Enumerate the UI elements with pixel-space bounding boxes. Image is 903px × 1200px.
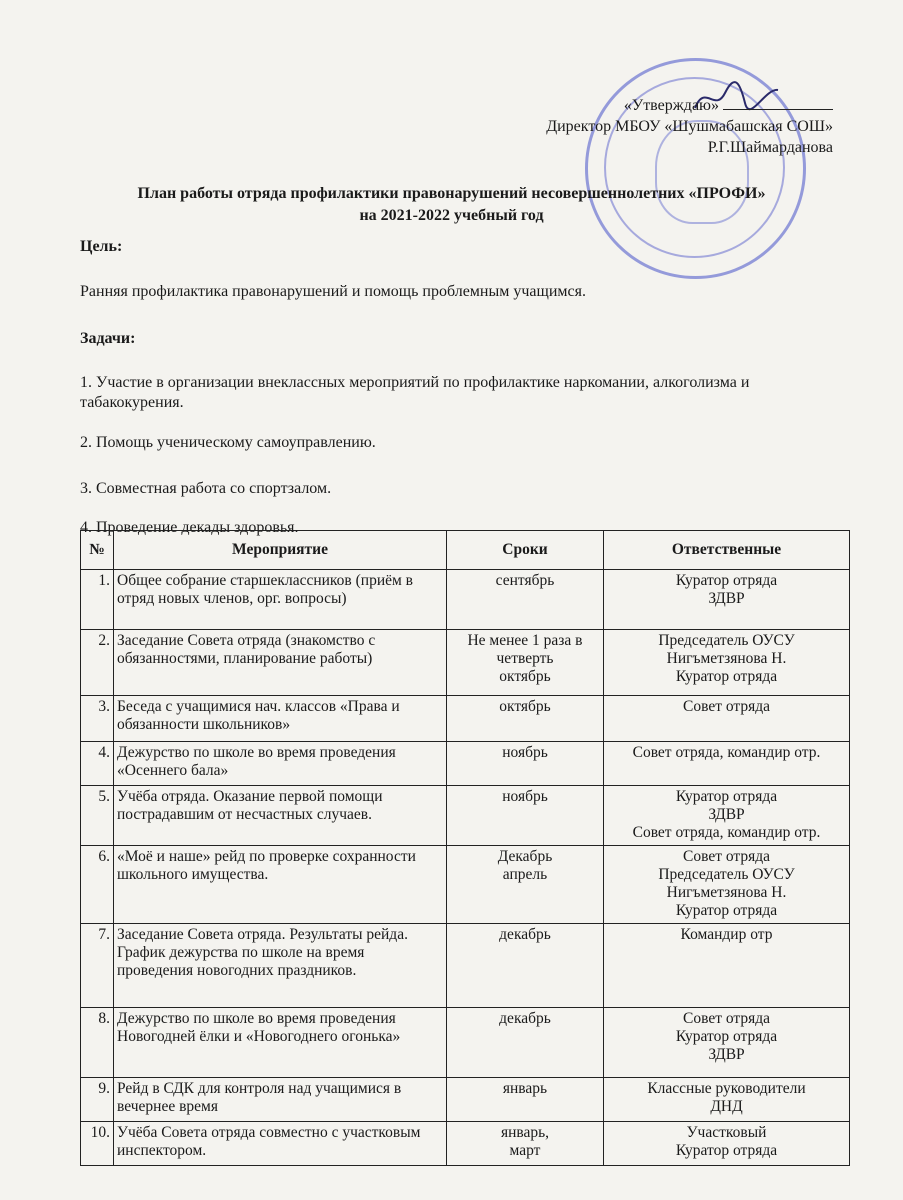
task-item: 1. Участие в организации внеклассных мероприятий по профилактике наркомании, алкоголизма и табакокурения. [80, 374, 750, 411]
approval-director: Директор МБОУ «Шушмабашская СОШ» [546, 118, 833, 135]
row-event: Общее собрание старшеклассников (приём в отряд новых членов, орг. вопросы) [114, 570, 447, 630]
row-event: Дежурство по школе во время проведения «Осеннего бала» [114, 742, 447, 786]
row-number: 2. [81, 630, 114, 696]
row-responsible [604, 924, 850, 1008]
table-row [81, 1008, 850, 1078]
responsible-line: ЗДВР [708, 590, 745, 607]
plan-table [80, 530, 850, 1166]
responsible-line: Куратор отряда [675, 902, 778, 919]
title-line-1: План работы отряда профилактики правонарушений несовершеннолетних «ПРОФИ» [137, 185, 766, 202]
row-number: 9. [81, 1078, 114, 1122]
term-line: январь [502, 1080, 548, 1097]
responsible-line: ДНД [710, 1098, 743, 1115]
term-line: октябрь [499, 698, 551, 715]
row-event: Дежурство по школе во время проведения Новогодней ёлки и «Новогоднего огонька» [114, 1008, 447, 1078]
header-responsible: Ответственные [604, 531, 850, 570]
responsible-line: Куратор отряда [675, 788, 778, 805]
row-event: Рейд в СДК для контроля над учащимися в вечернее время [114, 1078, 447, 1122]
row-number: 6. [81, 846, 114, 924]
row-responsible [604, 570, 850, 630]
row-responsible [604, 786, 850, 846]
table-row [81, 696, 850, 742]
row-number: 1. [81, 570, 114, 630]
responsible-line: Совет отряда [683, 1010, 770, 1027]
row-term [447, 696, 604, 742]
header-term: Сроки [447, 531, 604, 570]
goal-text: Ранняя профилактика правонарушений и помощь проблемным учащимся. [80, 283, 586, 300]
term-line: Декабрь [497, 848, 553, 865]
row-term [447, 924, 604, 1008]
row-responsible [604, 1078, 850, 1122]
row-number: 8. [81, 1008, 114, 1078]
row-responsible [604, 846, 850, 924]
responsible-line: Председатель ОУСУ [658, 866, 795, 883]
row-number: 7. [81, 924, 114, 1008]
responsible-line: Участковый [686, 1124, 767, 1141]
page-title [0, 183, 903, 227]
row-term [447, 1008, 604, 1078]
table-row [81, 570, 850, 630]
task-item: 4. Проведение декады здоровья. [80, 519, 299, 536]
approval-name: Р.Г.Шаймарданова [707, 139, 833, 156]
responsible-line: Куратор отряда [675, 1142, 778, 1159]
row-event: Заседание Совета отряда (знакомство с обязанностями, планирование работы) [114, 630, 447, 696]
responsible-line: Совет отряда, командир отр. [632, 824, 821, 841]
term-line: октябрь [499, 668, 551, 685]
term-line: март [509, 1142, 541, 1159]
tasks-label: Задачи: [80, 330, 136, 347]
responsible-line: Совет отряда [683, 848, 770, 865]
row-term [447, 846, 604, 924]
responsible-line: Нигъметзянова Н. [666, 650, 787, 667]
row-term [447, 786, 604, 846]
approval-block [546, 95, 833, 158]
responsible-line: Классные руководители [647, 1080, 806, 1097]
goal-label: Цель: [80, 238, 123, 255]
term-line: Не менее 1 раза в четверть [467, 632, 583, 667]
table-row [81, 1078, 850, 1122]
responsible-line: Куратор отряда [675, 1028, 778, 1045]
row-responsible [604, 1122, 850, 1166]
row-responsible [604, 696, 850, 742]
row-event: Беседа с учащимися нач. классов «Права и обязанности школьников» [114, 696, 447, 742]
table-row [81, 846, 850, 924]
row-term [447, 630, 604, 696]
row-event: Учёба Совета отряда совместно с участковым инспектором. [114, 1122, 447, 1166]
table-row [81, 1122, 850, 1166]
title-line-2: на 2021-2022 учебный год [359, 207, 544, 224]
row-event: Учёба отряда. Оказание первой помощи пострадавшим от несчастных случаев. [114, 786, 447, 846]
row-term [447, 570, 604, 630]
responsible-line: Совет отряда [683, 698, 770, 715]
row-responsible [604, 742, 850, 786]
header-number: № [81, 531, 114, 570]
term-line: апрель [502, 866, 548, 883]
row-responsible [604, 630, 850, 696]
row-number: 3. [81, 696, 114, 742]
row-number: 10. [81, 1122, 114, 1166]
responsible-line: ЗДВР [708, 1046, 745, 1063]
task-item: 3. Совместная работа со спортзалом. [80, 480, 332, 497]
row-event: Заседание Совета отряда. Результаты рейда. График дежурства по школе на время проведения новогодних праздников. [114, 924, 447, 1008]
responsible-line: Нигъметзянова Н. [666, 884, 787, 901]
task-item: 2. Помощь ученическому самоуправлению. [80, 434, 376, 451]
table-header-row [81, 531, 850, 570]
approval-label: «Утверждаю» [623, 97, 719, 114]
row-number: 4. [81, 742, 114, 786]
row-event: «Моё и наше» рейд по проверке сохранности школьного имущества. [114, 846, 447, 924]
term-line: январь, [500, 1124, 550, 1141]
responsible-line: Совет отряда, командир отр. [632, 744, 821, 761]
row-term [447, 1078, 604, 1122]
row-term [447, 742, 604, 786]
responsible-line: Председатель ОУСУ [658, 632, 795, 649]
row-responsible [604, 1008, 850, 1078]
table-row [81, 924, 850, 1008]
term-line: декабрь [499, 926, 551, 943]
responsible-line: Куратор отряда [675, 572, 778, 589]
table-row [81, 742, 850, 786]
term-line: сентябрь [495, 572, 555, 589]
term-line: ноябрь [502, 788, 548, 805]
row-term [447, 1122, 604, 1166]
responsible-line: ЗДВР [708, 806, 745, 823]
term-line: ноябрь [502, 744, 548, 761]
responsible-line: Командир отр [680, 926, 773, 943]
signature-line [723, 95, 833, 110]
table-row [81, 786, 850, 846]
table-row [81, 630, 850, 696]
header-event: Мероприятие [114, 531, 447, 570]
responsible-line: Куратор отряда [675, 668, 778, 685]
term-line: декабрь [499, 1010, 551, 1027]
row-number: 5. [81, 786, 114, 846]
